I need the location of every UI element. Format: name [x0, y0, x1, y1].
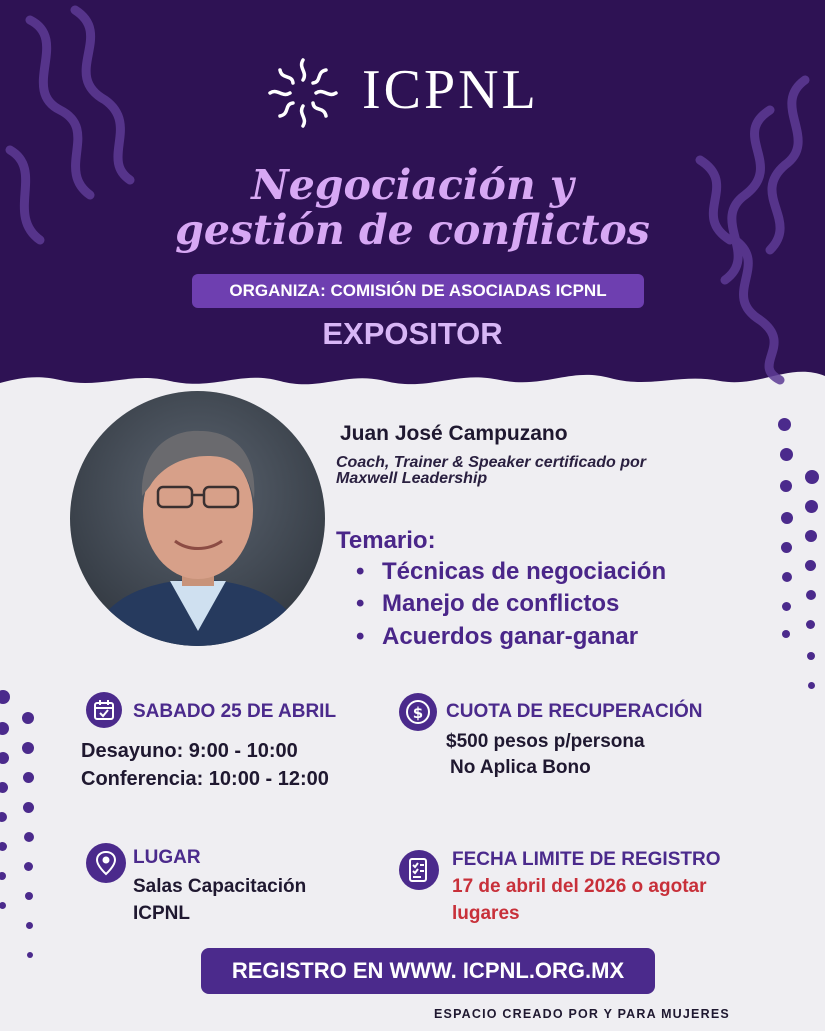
venue-line2: ICPNL	[133, 903, 190, 924]
deadline-label: FECHA LIMITE DE REGISTRO	[452, 849, 721, 870]
decor-dot	[805, 500, 818, 513]
decor-dot	[782, 572, 792, 582]
decor-dot	[0, 902, 6, 909]
bullet: •	[356, 623, 365, 650]
registration-banner: REGISTRO EN WWW. ICPNL.ORG.MX	[201, 948, 655, 994]
decor-dot	[782, 602, 791, 611]
footer-tagline: ESPACIO CREADO POR Y PARA MUJERES	[434, 1007, 730, 1021]
topic-label: Manejo de conflictos	[382, 590, 620, 617]
decor-dot	[0, 812, 7, 822]
section-heading-expositor: EXPOSITOR	[322, 316, 503, 351]
speaker-portrait	[70, 391, 325, 646]
decor-dot	[781, 542, 792, 553]
speaker-name: Juan José Campuzano	[340, 422, 568, 445]
calendar-icon	[86, 692, 122, 728]
decor-dot	[26, 922, 33, 929]
venue-label: LUGAR	[133, 847, 201, 868]
event-title-line2: gestión de conflictos	[175, 206, 650, 254]
decor-dot	[780, 448, 793, 461]
decor-dot	[780, 480, 792, 492]
event-date: SABADO 25 DE ABRIL	[133, 701, 337, 722]
decor-dot	[24, 832, 34, 842]
venue-line1: Salas Capacitación	[133, 876, 307, 897]
decor-dot	[22, 712, 34, 724]
location-pin-icon	[86, 843, 126, 883]
decor-dot	[0, 690, 10, 704]
decor-dot	[808, 682, 815, 689]
schedule-conference: Conferencia: 10:00 - 12:00	[81, 768, 329, 790]
deadline-line1: 17 de abril del 2026 o agotar	[452, 876, 707, 897]
decor-dot	[0, 752, 9, 764]
dollar-icon	[399, 693, 437, 731]
list-item	[356, 590, 619, 618]
deadline-line2: lugares	[452, 903, 520, 924]
decor-dot	[782, 630, 790, 638]
decor-dot	[25, 892, 33, 900]
topic-label: Técnicas de negociación	[382, 558, 667, 585]
decor-dot	[27, 952, 33, 958]
decor-dot	[805, 470, 819, 484]
temario-heading: Temario:	[336, 527, 436, 554]
speaker-role-line2: Maxwell Leadership	[336, 470, 488, 487]
topic-label: Acuerdos ganar-ganar	[382, 623, 639, 650]
bullet: •	[356, 590, 365, 617]
brand-name: ICPNL	[362, 59, 539, 121]
decor-dot	[23, 772, 34, 783]
decor-dot	[23, 802, 34, 813]
svg-text:$: $	[412, 704, 424, 722]
speaker-role-line1: Coach, Trainer & Speaker certificado por	[336, 454, 647, 471]
decor-dot	[806, 590, 816, 600]
decor-dot	[22, 742, 34, 754]
fee-amount: $500 pesos p/persona	[446, 731, 645, 752]
organizer-badge: ORGANIZA: COMISIÓN DE ASOCIADAS ICPNL	[192, 274, 644, 308]
petal-flower-icon	[260, 50, 346, 136]
schedule-breakfast: Desayuno: 9:00 - 10:00	[81, 740, 298, 762]
decor-dot	[805, 560, 816, 571]
fee-label: CUOTA DE RECUPERACIÓN	[446, 701, 703, 722]
decor-dot	[0, 782, 8, 793]
decor-dot	[778, 418, 791, 431]
list-item	[356, 623, 638, 651]
decor-dot	[781, 512, 793, 524]
decor-dot	[0, 722, 9, 735]
speaker-role	[336, 455, 756, 487]
event-title-line1: Negociación y	[251, 161, 574, 209]
decor-dot	[0, 842, 7, 851]
decor-dot	[0, 872, 6, 880]
checklist-icon	[399, 850, 439, 890]
list-item	[356, 558, 666, 586]
fee-note: No Aplica Bono	[450, 757, 591, 778]
decor-dot	[805, 530, 817, 542]
decor-dot	[24, 862, 33, 871]
bullet: •	[356, 558, 365, 585]
decor-dot	[807, 652, 815, 660]
decor-dot	[806, 620, 815, 629]
